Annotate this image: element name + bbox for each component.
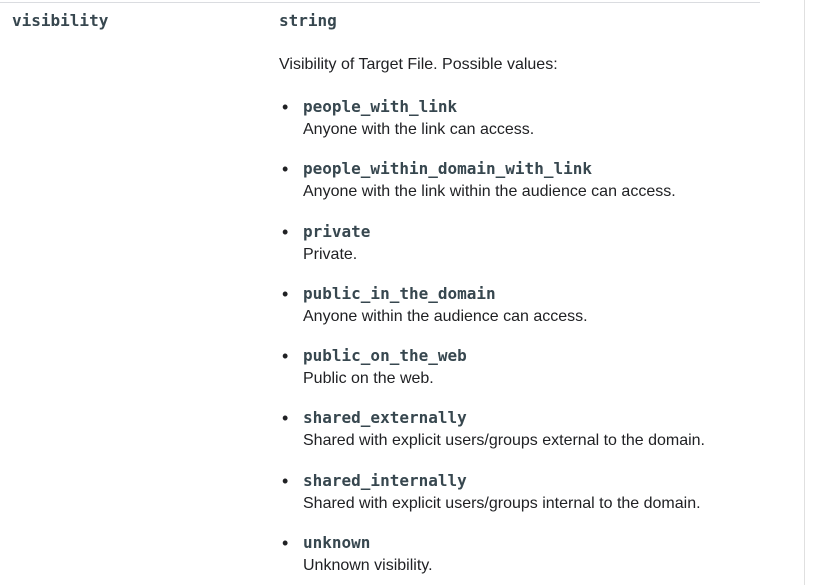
bullet-icon: • (282, 159, 289, 180)
value-name: shared_externally (303, 408, 467, 428)
bullet-icon: • (282, 283, 289, 304)
value-description: Anyone within the audience can access. (303, 307, 588, 325)
field-description: Visibility of Target File. Possible values: (279, 56, 558, 73)
list-item (279, 157, 705, 219)
list-item (279, 531, 705, 585)
bullet-icon: • (282, 346, 289, 367)
value-description: Shared with explicit users/groups external to the domain. (303, 432, 705, 450)
list-item (279, 469, 705, 531)
value-name: shared_internally (303, 470, 467, 490)
possible-values-list (279, 95, 705, 585)
bullet-icon: • (282, 97, 289, 117)
value-name: unknown (303, 533, 371, 553)
bullet-icon: • (282, 221, 289, 242)
value-description: Shared with explicit users/groups internal to the domain. (303, 494, 701, 512)
table-top-divider (0, 2, 760, 3)
value-description: Public on the web. (303, 370, 434, 388)
field-type: string (279, 11, 337, 30)
scrollbar-track (804, 0, 805, 585)
value-description: Anyone with the link within the audience can access. (303, 183, 676, 201)
bullet-icon: • (282, 533, 289, 554)
list-item (279, 220, 705, 282)
value-description: Unknown visibility. (303, 557, 433, 575)
bullet-icon: • (282, 470, 289, 491)
bullet-icon: • (282, 408, 289, 429)
list-item (279, 344, 705, 406)
list-item (279, 406, 705, 468)
value-name: people_within_domain_with_link (303, 159, 592, 179)
value-name: public_in_the_domain (303, 283, 496, 303)
value-description: Private. (303, 245, 358, 263)
value-description: Anyone with the link can access. (303, 121, 535, 138)
list-item (279, 95, 705, 157)
value-name: private (303, 221, 371, 241)
value-name: people_with_link (303, 97, 458, 116)
field-name: visibility (12, 11, 109, 30)
value-name: public_on_the_web (303, 346, 467, 366)
list-item (279, 282, 705, 344)
